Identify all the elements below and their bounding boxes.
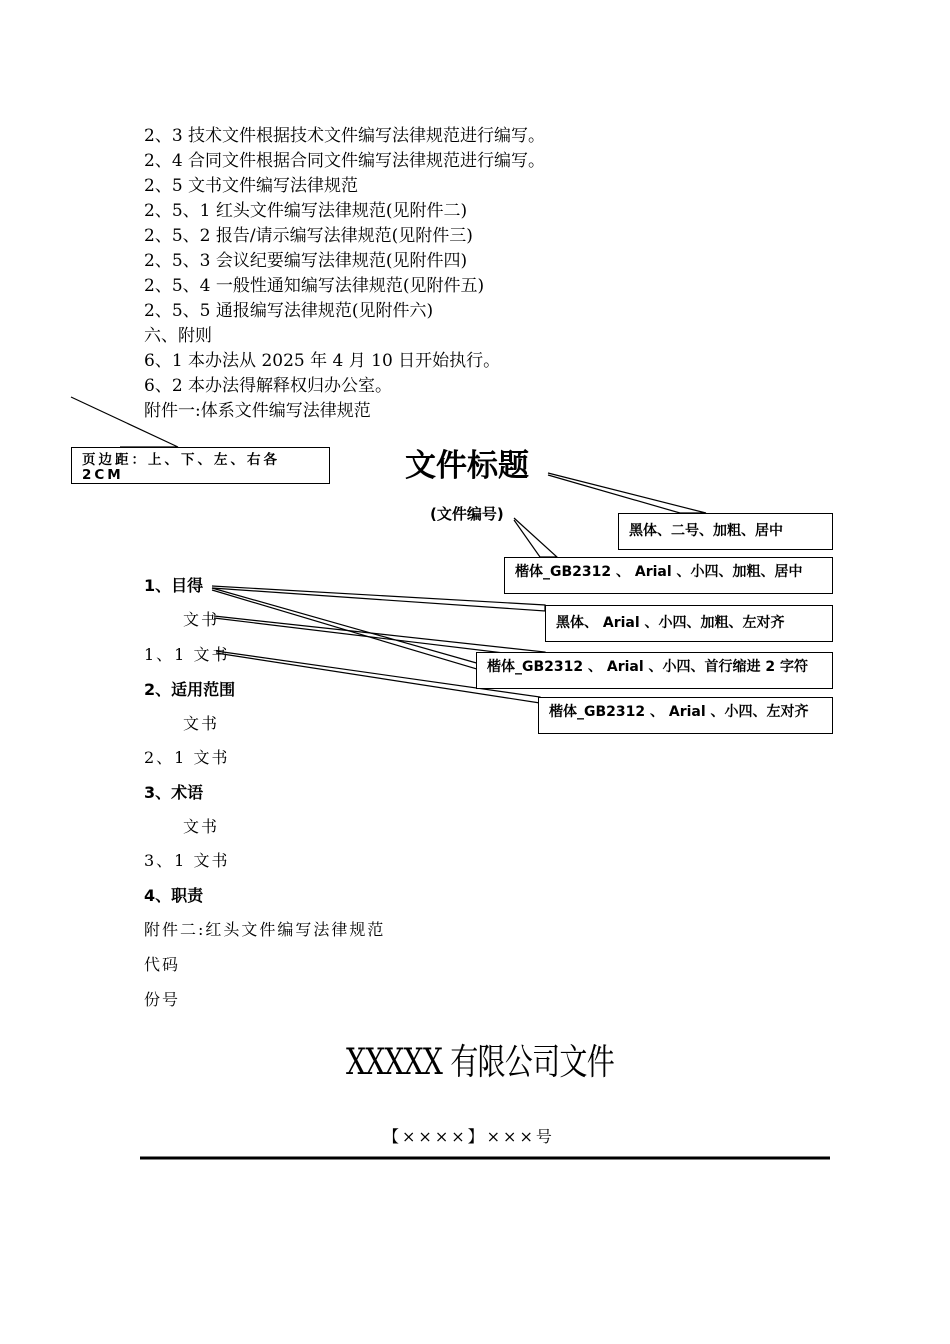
body-line: 2、5、3 会议纪要编写法律规范(见附件四) [144,251,468,271]
sample-paragraph: 文书 [183,817,220,836]
copy-number-label: 份号 [144,990,181,1009]
body-line: 6、2 本办法得解释权归办公室。 [144,376,393,396]
sample-heading: 2、适用范围 [144,680,236,699]
callout-heading-style: 黑体、 Arial 、小四、加粗、左对齐 [545,605,833,642]
red-header-title: XXXXX 有限公司文件 [346,1042,615,1083]
body-line: 2、4 合同文件根据合同文件编写法律规范进行编写。 [144,151,546,171]
code-label: 代码 [144,955,181,974]
callout-number-style: 楷体_GB2312 、 Arial 、小四、加粗、居中 [504,557,833,594]
sample-subsection: 1、1 文书 [144,645,230,664]
sample-title: 文件标题 [405,448,529,484]
sample-heading: 1、目得 [144,576,204,595]
body-line: 2、5 文书文件编写法律规范 [144,176,359,196]
body-line: 2、3 技术文件根据技术文件编写法律规范进行编写。 [144,126,546,146]
callout-subsection-style: 楷体_GB2312 、 Arial 、小四、左对齐 [538,697,833,734]
sample-paragraph: 文书 [183,714,220,733]
appendix2-title: 附件二:红头文件编写法律规范 [144,920,386,939]
callout-margin: 页边距：上、下、左、右各 2CM [71,447,330,484]
section-heading: 六、附则 [144,326,212,346]
sample-subsection: 2、1 文书 [144,748,230,767]
body-line: 2、5、1 红头文件编写法律规范(见附件二) [144,201,468,221]
callout-paragraph-style: 楷体_GB2312 、 Arial 、小四、首行缩进 2 字符 [476,652,833,689]
appendix-title: 附件一:体系文件编写法律规范 [144,401,371,421]
sample-subsection: 3、1 文书 [144,851,230,870]
sample-heading: 4、职责 [144,886,204,905]
sample-doc-number: (文件编号) [430,505,504,523]
body-line: 2、5、5 通报编写法律规范(见附件六) [144,301,434,321]
body-line: 2、5、2 报告/请示编写法律规范(见附件三) [144,226,473,246]
callout-title-style: 黑体、二号、加粗、居中 [618,513,833,550]
body-line: 6、1 本办法从 2025 年 4 月 10 日开始执行。 [144,351,501,371]
sample-heading: 3、术语 [144,783,204,802]
sample-paragraph: 文书 [183,610,220,629]
body-line: 2、5、4 一般性通知编写法律规范(见附件五) [144,276,485,296]
document-reference-number: 【××××】×××号 [383,1127,555,1146]
